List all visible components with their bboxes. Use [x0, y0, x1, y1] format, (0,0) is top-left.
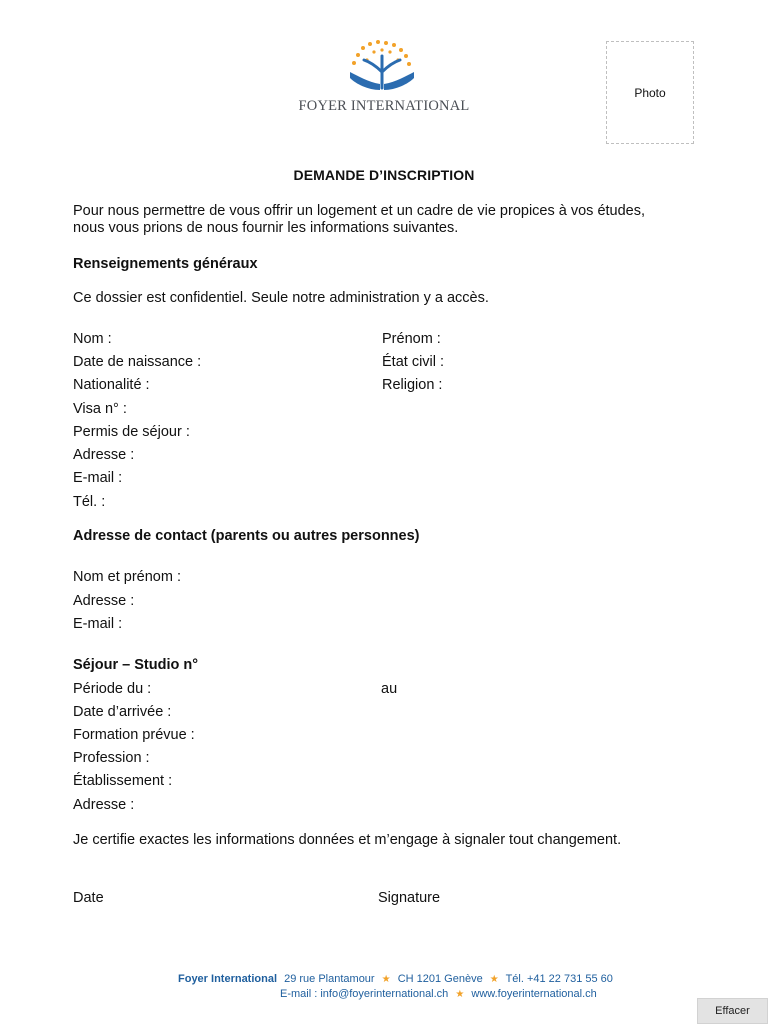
field-contact-adresse[interactable]: Adresse : — [73, 593, 135, 609]
footer-email[interactable]: E-mail : info@foyerinternational.ch — [280, 988, 449, 1000]
field-etat-civil[interactable]: État civil : — [382, 354, 445, 370]
field-periode-au[interactable]: au — [381, 681, 398, 697]
field-religion[interactable]: Religion : — [382, 377, 443, 393]
footer-address: 29 rue Plantamour — [284, 973, 375, 985]
field-visa[interactable]: Visa n° : — [73, 401, 127, 417]
logo-text: FOYER INTERNATIONAL — [298, 98, 470, 114]
field-date-arrivee[interactable]: Date d’arrivée : — [73, 704, 172, 720]
footer-phone: Tél. +41 22 731 55 60 — [505, 973, 613, 985]
logo — [288, 38, 480, 120]
tree-logo-icon — [288, 38, 480, 98]
field-permis-sejour[interactable]: Permis de séjour : — [73, 424, 190, 440]
field-adresse[interactable]: Adresse : — [73, 447, 135, 463]
field-tel[interactable]: Tél. : — [73, 494, 106, 510]
field-etablissement[interactable]: Établissement : — [73, 773, 173, 789]
confidential-note: Ce dossier est confidentiel. Seule notre administration y a accès. — [73, 290, 489, 306]
field-profession[interactable]: Profession : — [73, 750, 150, 766]
star-icon: ★ — [381, 974, 391, 985]
field-contact-email[interactable]: E-mail : — [73, 616, 123, 632]
field-prenom[interactable]: Prénom : — [382, 331, 441, 347]
field-date-naissance[interactable]: Date de naissance : — [73, 354, 202, 370]
footer-org: Foyer International — [178, 973, 278, 985]
contact-heading: Adresse de contact (parents ou autres personnes) — [73, 528, 420, 544]
field-periode-du[interactable]: Période du : — [73, 681, 152, 697]
intro-line-2: nous vous prions de nous fournir les informations suivantes. — [73, 220, 459, 236]
page-title: DEMANDE D’INSCRIPTION — [293, 167, 475, 183]
signature-field[interactable]: Signature — [378, 890, 441, 906]
footer-line-1 — [178, 973, 613, 985]
star-icon: ★ — [489, 974, 499, 985]
star-icon: ★ — [455, 989, 465, 1000]
field-contact-nom-prenom[interactable]: Nom et prénom : — [73, 569, 181, 585]
stay-heading: Séjour – Studio n° — [73, 657, 199, 673]
intro-line-1: Pour nous permettre de vous offrir un logement et un cadre de vie propices à vos études, — [73, 203, 646, 219]
date-field[interactable]: Date — [73, 890, 104, 906]
field-email[interactable]: E-mail : — [73, 470, 123, 486]
footer-city: CH 1201 Genève — [397, 973, 483, 985]
certification-text: Je certifie exactes les informations données et m’engage à signaler tout changement. — [73, 832, 622, 848]
field-formation-prevue[interactable]: Formation prévue : — [73, 727, 195, 743]
photo-placeholder[interactable] — [606, 41, 694, 144]
field-nom[interactable]: Nom : — [73, 331, 112, 347]
photo-label: Photo — [634, 86, 666, 100]
field-stay-adresse[interactable]: Adresse : — [73, 797, 135, 813]
clear-button[interactable]: Effacer — [697, 998, 768, 1024]
field-nationalite[interactable]: Nationalité : — [73, 377, 150, 393]
footer-website[interactable]: www.foyerinternational.ch — [471, 988, 597, 1000]
general-heading: Renseignements généraux — [73, 256, 258, 272]
footer-line-2 — [280, 988, 597, 1000]
